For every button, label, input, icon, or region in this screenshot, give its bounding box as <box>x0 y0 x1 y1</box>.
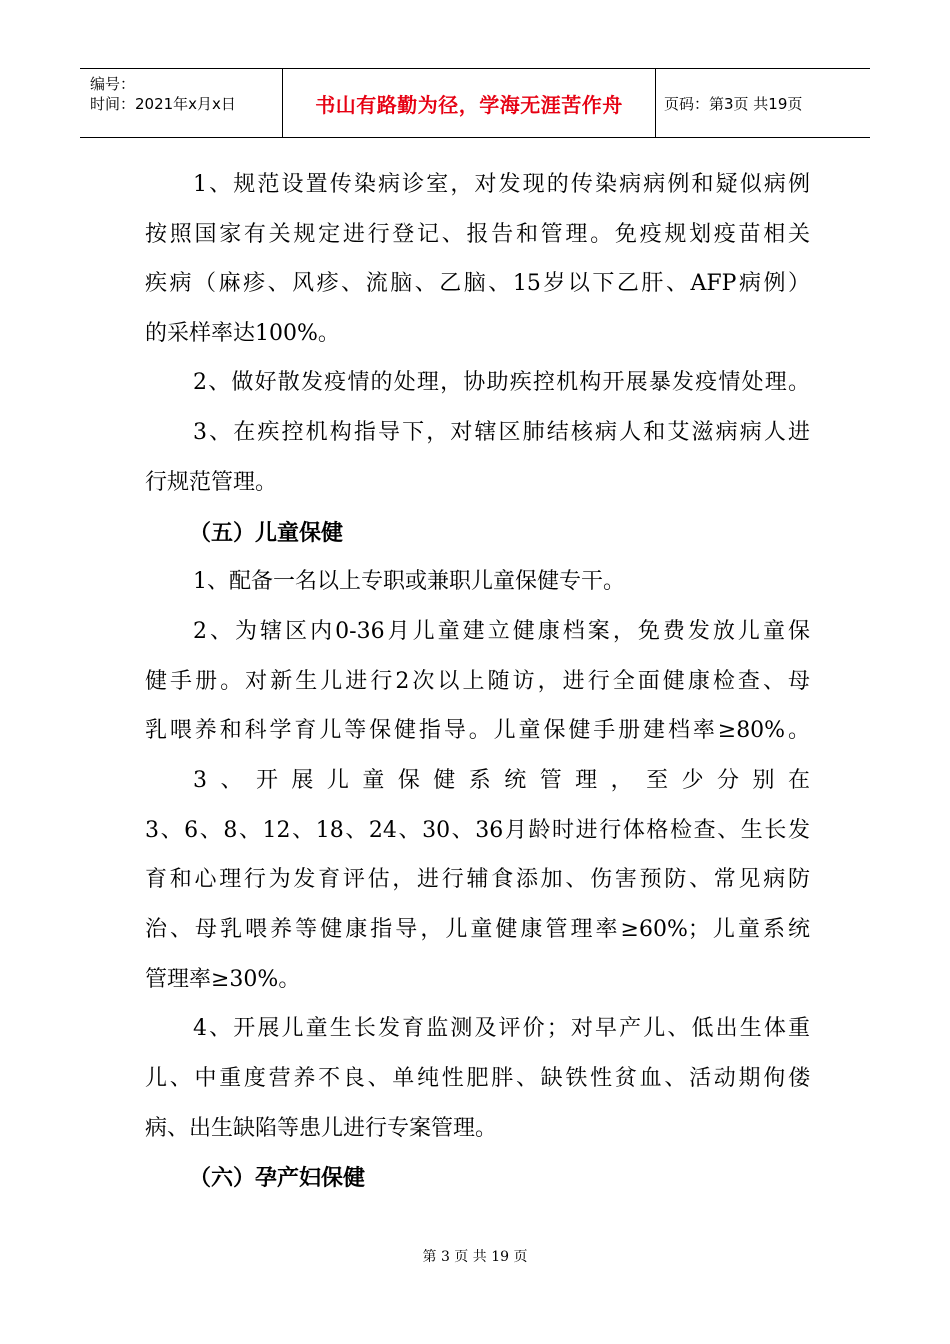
body-line: 3、6、8、12、18、24、30、36月龄时进行体格检查、生长发 <box>145 818 810 843</box>
body-line: 的采样率达100%。 <box>145 321 340 346</box>
header-left-cell <box>80 69 283 137</box>
body-line: 儿、中重度营养不良、单纯性肥胖、缺铁性贫血、活动期佝偻 <box>145 1066 810 1091</box>
page-header <box>80 68 870 138</box>
header-middle-cell <box>283 69 656 137</box>
body-line: 行规范管理。 <box>145 470 278 495</box>
section-heading: （六）孕产妇保健 <box>189 1165 366 1191</box>
body-line: 3、开展儿童保健系统管理，至少分别在 <box>193 768 810 793</box>
page-footer: 第 3 页 共 19 页 <box>422 1249 528 1265</box>
body-line: 病、出生缺陷等患儿进行专案管理。 <box>145 1116 498 1141</box>
body-line: 育和心理行为发育评估，进行辅食添加、伤害预防、常见病防 <box>145 867 810 892</box>
body-line: 乳喂养和科学育儿等保健指导。儿童保健手册建档率≥80%。 <box>145 718 810 743</box>
header-right-cell <box>656 69 870 137</box>
header-motto: 书山有路勤为径，学海无涯苦作舟 <box>315 92 623 117</box>
body-line: 2、为辖区内0-36月儿童建立健康档案，免费发放儿童保 <box>193 619 810 644</box>
body-line: 管理率≥30%。 <box>145 967 301 992</box>
body-line: 1、规范设置传染病诊室，对发现的传染病病例和疑似病例 <box>193 172 810 197</box>
body-line: 3、在疾控机构指导下，对辖区肺结核病人和艾滋病病人进 <box>193 420 810 445</box>
body-line: 2、做好散发疫情的处理，协助疾控机构开展暴发疫情处理。 <box>193 370 810 395</box>
body-line: 疾病（麻疹、风疹、流脑、乙脑、15岁以下乙肝、AFP病例） <box>145 271 810 296</box>
body-line: 4、开展儿童生长发育监测及评价；对早产儿、低出生体重 <box>193 1016 810 1041</box>
body-line: 治、母乳喂养等健康指导，儿童健康管理率≥60%；儿童系统 <box>145 917 810 942</box>
document-code-label: 编号： <box>90 75 136 93</box>
body-line: 按照国家有关规定进行登记、报告和管理。免疫规划疫苗相关 <box>145 222 810 247</box>
body-line: 1、配备一名以上专职或兼职儿童保健专干。 <box>193 569 625 594</box>
header-page-info: 页码：第3页 共19页 <box>664 94 803 113</box>
section-heading: （五）儿童保健 <box>189 520 344 546</box>
body-line: 健手册。对新生儿进行2次以上随访，进行全面健康检查、母 <box>145 669 810 694</box>
document-date-label: 时间：2021年x月x日 <box>90 95 236 113</box>
